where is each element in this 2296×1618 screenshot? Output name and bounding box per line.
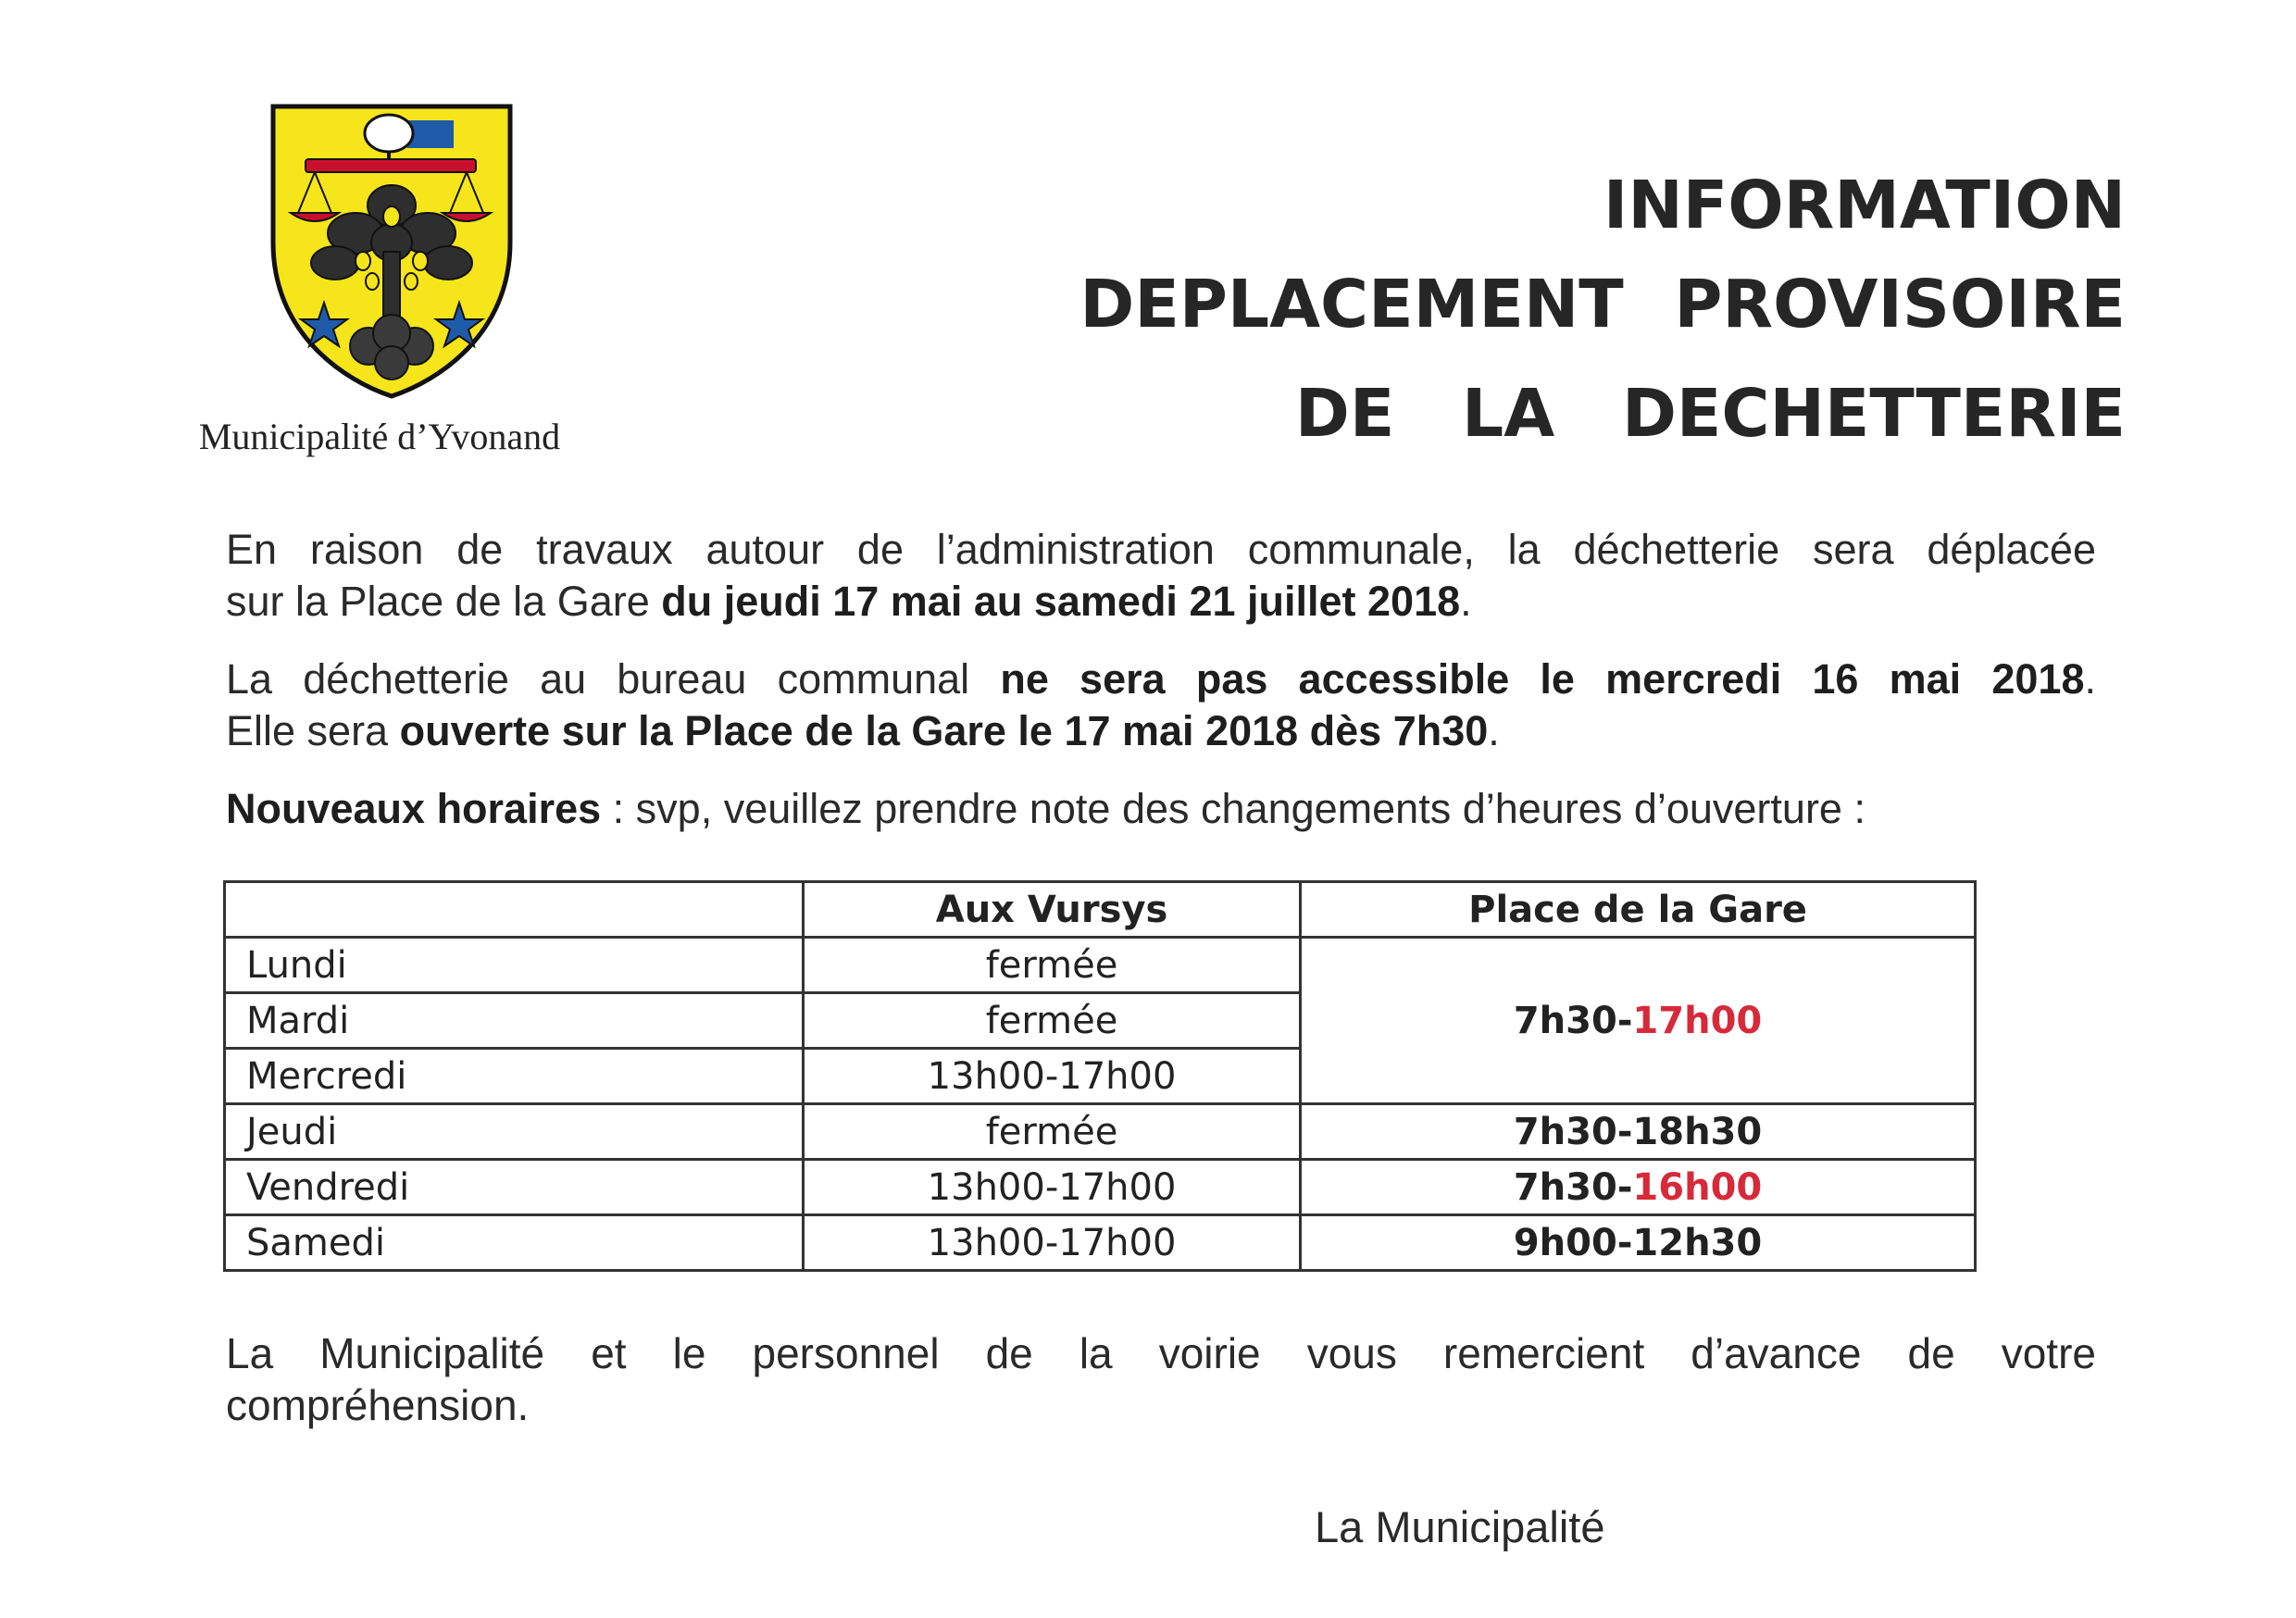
text-span: .: [1460, 578, 1472, 625]
signature: La Municipalité: [1315, 1502, 1605, 1551]
paragraph-new-hours: [226, 783, 2096, 835]
vursys-cell: fermée: [804, 993, 1301, 1049]
day-cell: Mardi: [225, 993, 804, 1049]
open-time: 7h30-: [1513, 999, 1633, 1042]
day-cell: Vendredi: [225, 1160, 804, 1215]
table-row: [225, 938, 1976, 993]
open-time: 7h30-: [1513, 1165, 1633, 1209]
vursys-cell: 13h00-17h00: [804, 1049, 1301, 1104]
text-span: La déchetterie au bureau communal: [226, 655, 1001, 703]
paragraph-line: [226, 653, 2096, 705]
page-title-line-1: INFORMATION: [1603, 167, 2126, 243]
bold-dates: du jeudi 17 mai au samedi 21 juillet 2018: [661, 578, 1461, 625]
municipality-name: Municipalité d’Yvonand: [198, 416, 561, 457]
gare-cell-mon-wed: [1301, 938, 1976, 1104]
page-title-line-3: DE LA DECHETTERIE: [1294, 375, 2126, 452]
close-time: 17h00: [1632, 999, 1763, 1042]
paragraph-line: compréhension.: [226, 1381, 530, 1429]
vursys-cell: fermée: [804, 1104, 1301, 1160]
coat-of-arms-logo: [270, 104, 513, 400]
table-header-row: [225, 882, 1976, 938]
gare-cell: 7h30-18h30: [1301, 1104, 1976, 1160]
bold-new-hours: Nouveaux horaires: [226, 785, 602, 832]
gare-cell: [1301, 1160, 1976, 1215]
text-span: : svp, veuillez prendre note des changements d’heures d’ouverture :: [601, 785, 1866, 832]
paragraph-line: [226, 705, 2096, 757]
table-row: [225, 1104, 1976, 1160]
header-cell-gare: Place de la Gare: [1301, 882, 1976, 938]
opening-hours-table: [223, 880, 1977, 1272]
vursys-cell: 13h00-17h00: [804, 1160, 1301, 1215]
paragraph-access: [226, 653, 2096, 757]
paragraph-line: La Municipalité et le personnel de la voirie vous remercient d’avance de votre: [226, 1329, 2096, 1377]
bold-closure: ne sera pas accessible le mercredi 16 mai 2018: [1000, 655, 2085, 703]
gare-cell: 9h00-12h30: [1301, 1215, 1976, 1271]
paragraph-line: En raison de travaux autour de l’administration communale, la déchetterie sera déplacée: [226, 526, 2096, 573]
text-span: Elle sera: [226, 707, 400, 754]
paragraph-relocation: [226, 524, 2096, 628]
close-time: 16h00: [1632, 1165, 1763, 1209]
vursys-cell: fermée: [804, 938, 1301, 993]
vursys-cell: 13h00-17h00: [804, 1215, 1301, 1271]
day-cell: Samedi: [225, 1215, 804, 1271]
header-cell-vursys: Aux Vursys: [804, 882, 1301, 938]
bold-opening: ouverte sur la Place de la Gare le 17 mai 2018 dès 7h30: [399, 707, 1489, 754]
table-row: [225, 1160, 1976, 1215]
text-span: .: [1488, 707, 1500, 754]
day-cell: Lundi: [225, 938, 804, 993]
table-row: [225, 1215, 1976, 1271]
day-cell: Mercredi: [225, 1049, 804, 1104]
page-title-line-2: DEPLACEMENT PROVISOIRE: [1079, 266, 2126, 342]
day-cell: Jeudi: [225, 1104, 804, 1160]
paragraph-line: [226, 576, 2096, 628]
text-span: sur la Place de la Gare: [226, 578, 662, 625]
header-cell-day: [225, 882, 804, 938]
text-span: .: [2084, 655, 2096, 703]
paragraph-thanks: [226, 1327, 2096, 1431]
